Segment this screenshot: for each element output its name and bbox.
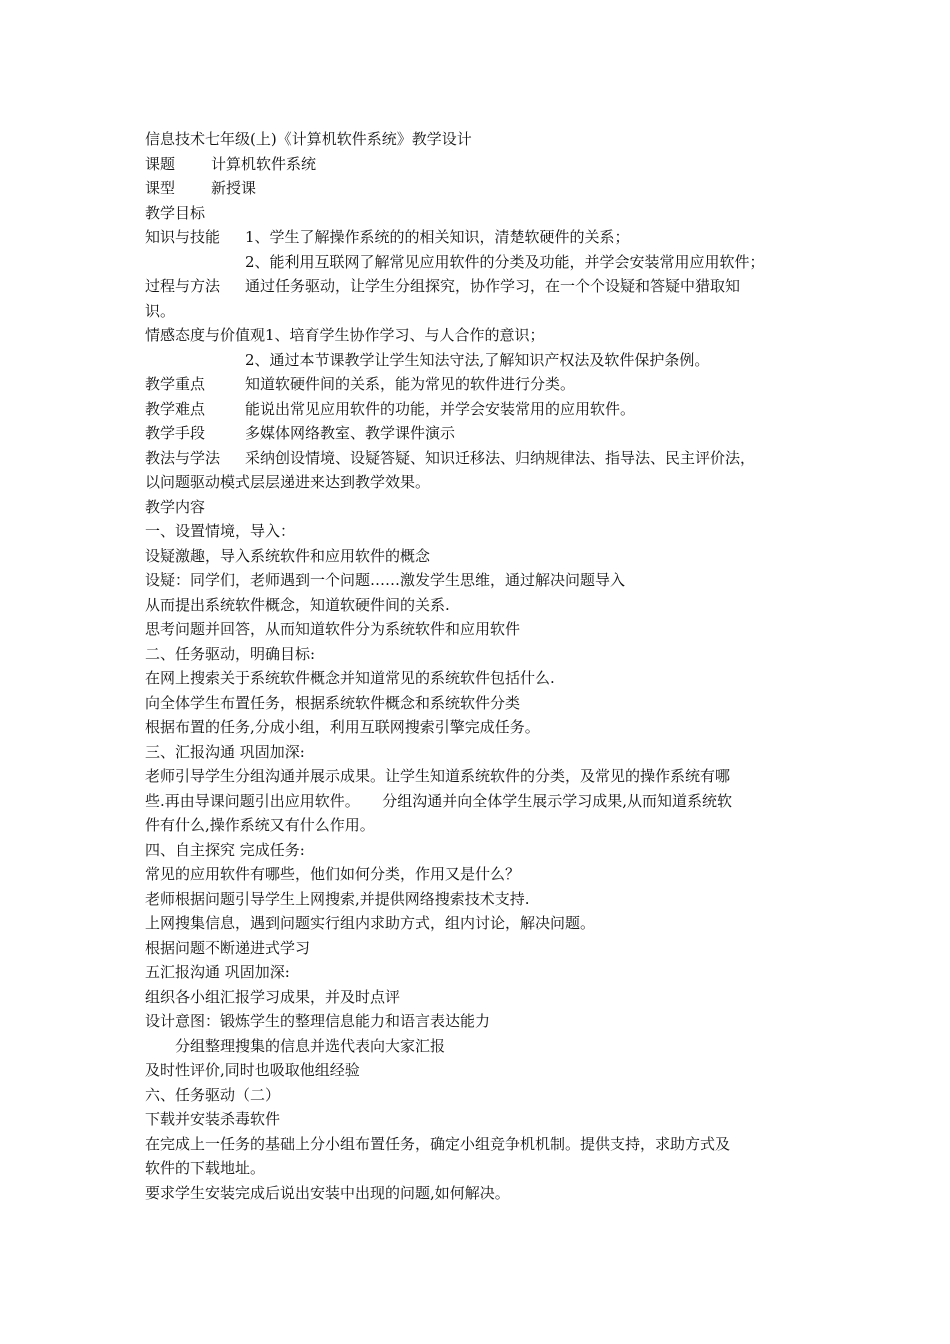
- process-label: 过程与方法: [145, 277, 221, 295]
- content-line: 要求学生安装完成后说出安装中出现的问题,如何解决。: [145, 1183, 510, 1202]
- content-line: 从而提出系统软件概念，知道软硬件间的关系.: [145, 595, 450, 614]
- process-cont: 识。: [145, 301, 176, 320]
- content-line: 设计意图：锻炼学生的整理信息能力和语言表达能力: [145, 1012, 491, 1030]
- content-line: 老师根据问题引导学生上网搜索,并提供网络搜索技术支持.: [145, 889, 530, 908]
- difficulty-label: 教学难点: [145, 399, 206, 418]
- emotion-item-2: 2、通过本节课教学让学生知法守法,了解知识产权法及软件保护条例。: [245, 350, 710, 369]
- difficulty-value: 能说出常见应用软件的功能，并学会安装常用的应用软件。: [245, 399, 636, 418]
- method-cont: 以问题驱动模式层层递进来达到教学效果。: [145, 473, 431, 491]
- means-value: 多媒体网络教室、教学课件演示: [245, 424, 456, 442]
- knowledge-item-2: 2、能利用互联网了解常见应用软件的分类及功能，并学会安装常用应用软件；: [245, 252, 765, 271]
- knowledge-label: 知识与技能: [145, 228, 221, 246]
- content-line: 三、汇报沟通 巩固加深:: [145, 742, 305, 761]
- key-label: 教学重点: [145, 375, 206, 393]
- emotion-item-1: 1、培育学生协作学习、与人合作的意识；: [265, 326, 545, 344]
- emotion-label: 情感态度与价值观: [145, 326, 266, 344]
- content-line: 一、设置情境，导入：: [145, 522, 296, 540]
- document-page: [145, 127, 825, 1205]
- content-line: 软件的下载地址。: [145, 1159, 266, 1177]
- content-heading: 教学内容: [145, 497, 206, 516]
- knowledge-item-1: 1、学生了解操作系统的的相关知识，清楚软硬件的关系；: [245, 228, 630, 246]
- content-line: 根据布置的任务,分成小组，利用互联网搜索引擎完成任务。: [145, 718, 540, 736]
- goals-heading: 教学目标: [145, 203, 206, 222]
- key-row: [145, 372, 825, 397]
- content-line: 二、任务驱动，明确目标:: [145, 644, 316, 663]
- difficulty-row: [145, 397, 825, 422]
- content-line: 向全体学生布置任务，根据系统软件概念和系统软件分类: [145, 693, 521, 712]
- content-line: 设疑激趣，导入系统软件和应用软件的概念: [145, 546, 431, 565]
- means-row: [145, 421, 825, 446]
- content-line: 分组整理搜集的信息并选代表向大家汇报: [145, 1036, 446, 1055]
- content-line: 老师引导学生分组沟通并展示成果。让学生知道系统软件的分类，及常见的操作系统有哪: [145, 767, 731, 785]
- content-line: 在完成上一任务的基础上分小组布置任务，确定小组竞争机机制。提供支持，求助方式及: [145, 1134, 731, 1153]
- topic-label: 课题: [145, 154, 176, 173]
- document-title: 信息技术七年级(上)《计算机软件系统》教学设计: [145, 130, 472, 148]
- content-line: 常见的应用软件有哪些，他们如何分类，作用又是什么？: [145, 865, 521, 883]
- method-row: [145, 446, 825, 471]
- content-line: 五汇报沟通 巩固加深:: [145, 963, 290, 981]
- emotion-row-2: [145, 348, 825, 373]
- content-line: 件有什么,操作系统又有什么作用。: [145, 816, 375, 834]
- knowledge-row: [145, 225, 825, 250]
- method-value: 采纳创设情境、设疑答疑、知识迁移法、归纳规律法、指导法、民主评价法，: [245, 448, 756, 467]
- content-line: 及时性评价,同时也吸取他组经验: [145, 1061, 360, 1079]
- means-label: 教学手段: [145, 424, 206, 442]
- knowledge-row-2: [145, 250, 825, 275]
- content-line: 设疑：同学们，老师遇到一个问题……激发学生思维，通过解决问题导入: [145, 571, 626, 589]
- content-line: 根据问题不断递进式学习: [145, 938, 311, 957]
- content-line: 在网上搜索关于系统软件概念并知道常见的系统软件包括什么.: [145, 669, 555, 687]
- content-line: 六、任务驱动（二）: [145, 1085, 281, 1104]
- process-value: 通过任务驱动，让学生分组探究，协作学习，在一个个设疑和答疑中猎取知: [245, 277, 741, 295]
- content-line: 下载并安装杀毒软件: [145, 1110, 281, 1128]
- content-line: 四、自主探究 完成任务:: [145, 840, 305, 859]
- type-label: 课型: [145, 179, 176, 197]
- topic-row: [145, 152, 825, 177]
- content-line: 些.再由导课问题引出应用软件。 分组沟通并向全体学生展示学习成果,从而知道系统软: [145, 791, 733, 810]
- type-value: 新授课: [211, 179, 257, 197]
- key-value: 知道软硬件间的关系，能为常见的软件进行分类。: [245, 375, 576, 393]
- method-label: 教法与学法: [145, 448, 221, 467]
- emotion-row: [145, 323, 825, 348]
- type-row: [145, 176, 825, 201]
- topic-value: 计算机软件系统: [211, 154, 317, 173]
- process-row: [145, 274, 825, 299]
- content-line: 上网搜集信息，遇到问题实行组内求助方式，组内讨论，解决问题。: [145, 914, 596, 932]
- content-line: 思考问题并回答，从而知道软件分为系统软件和应用软件: [145, 620, 521, 638]
- content-line: 组织各小组汇报学习成果，并及时点评: [145, 987, 401, 1006]
